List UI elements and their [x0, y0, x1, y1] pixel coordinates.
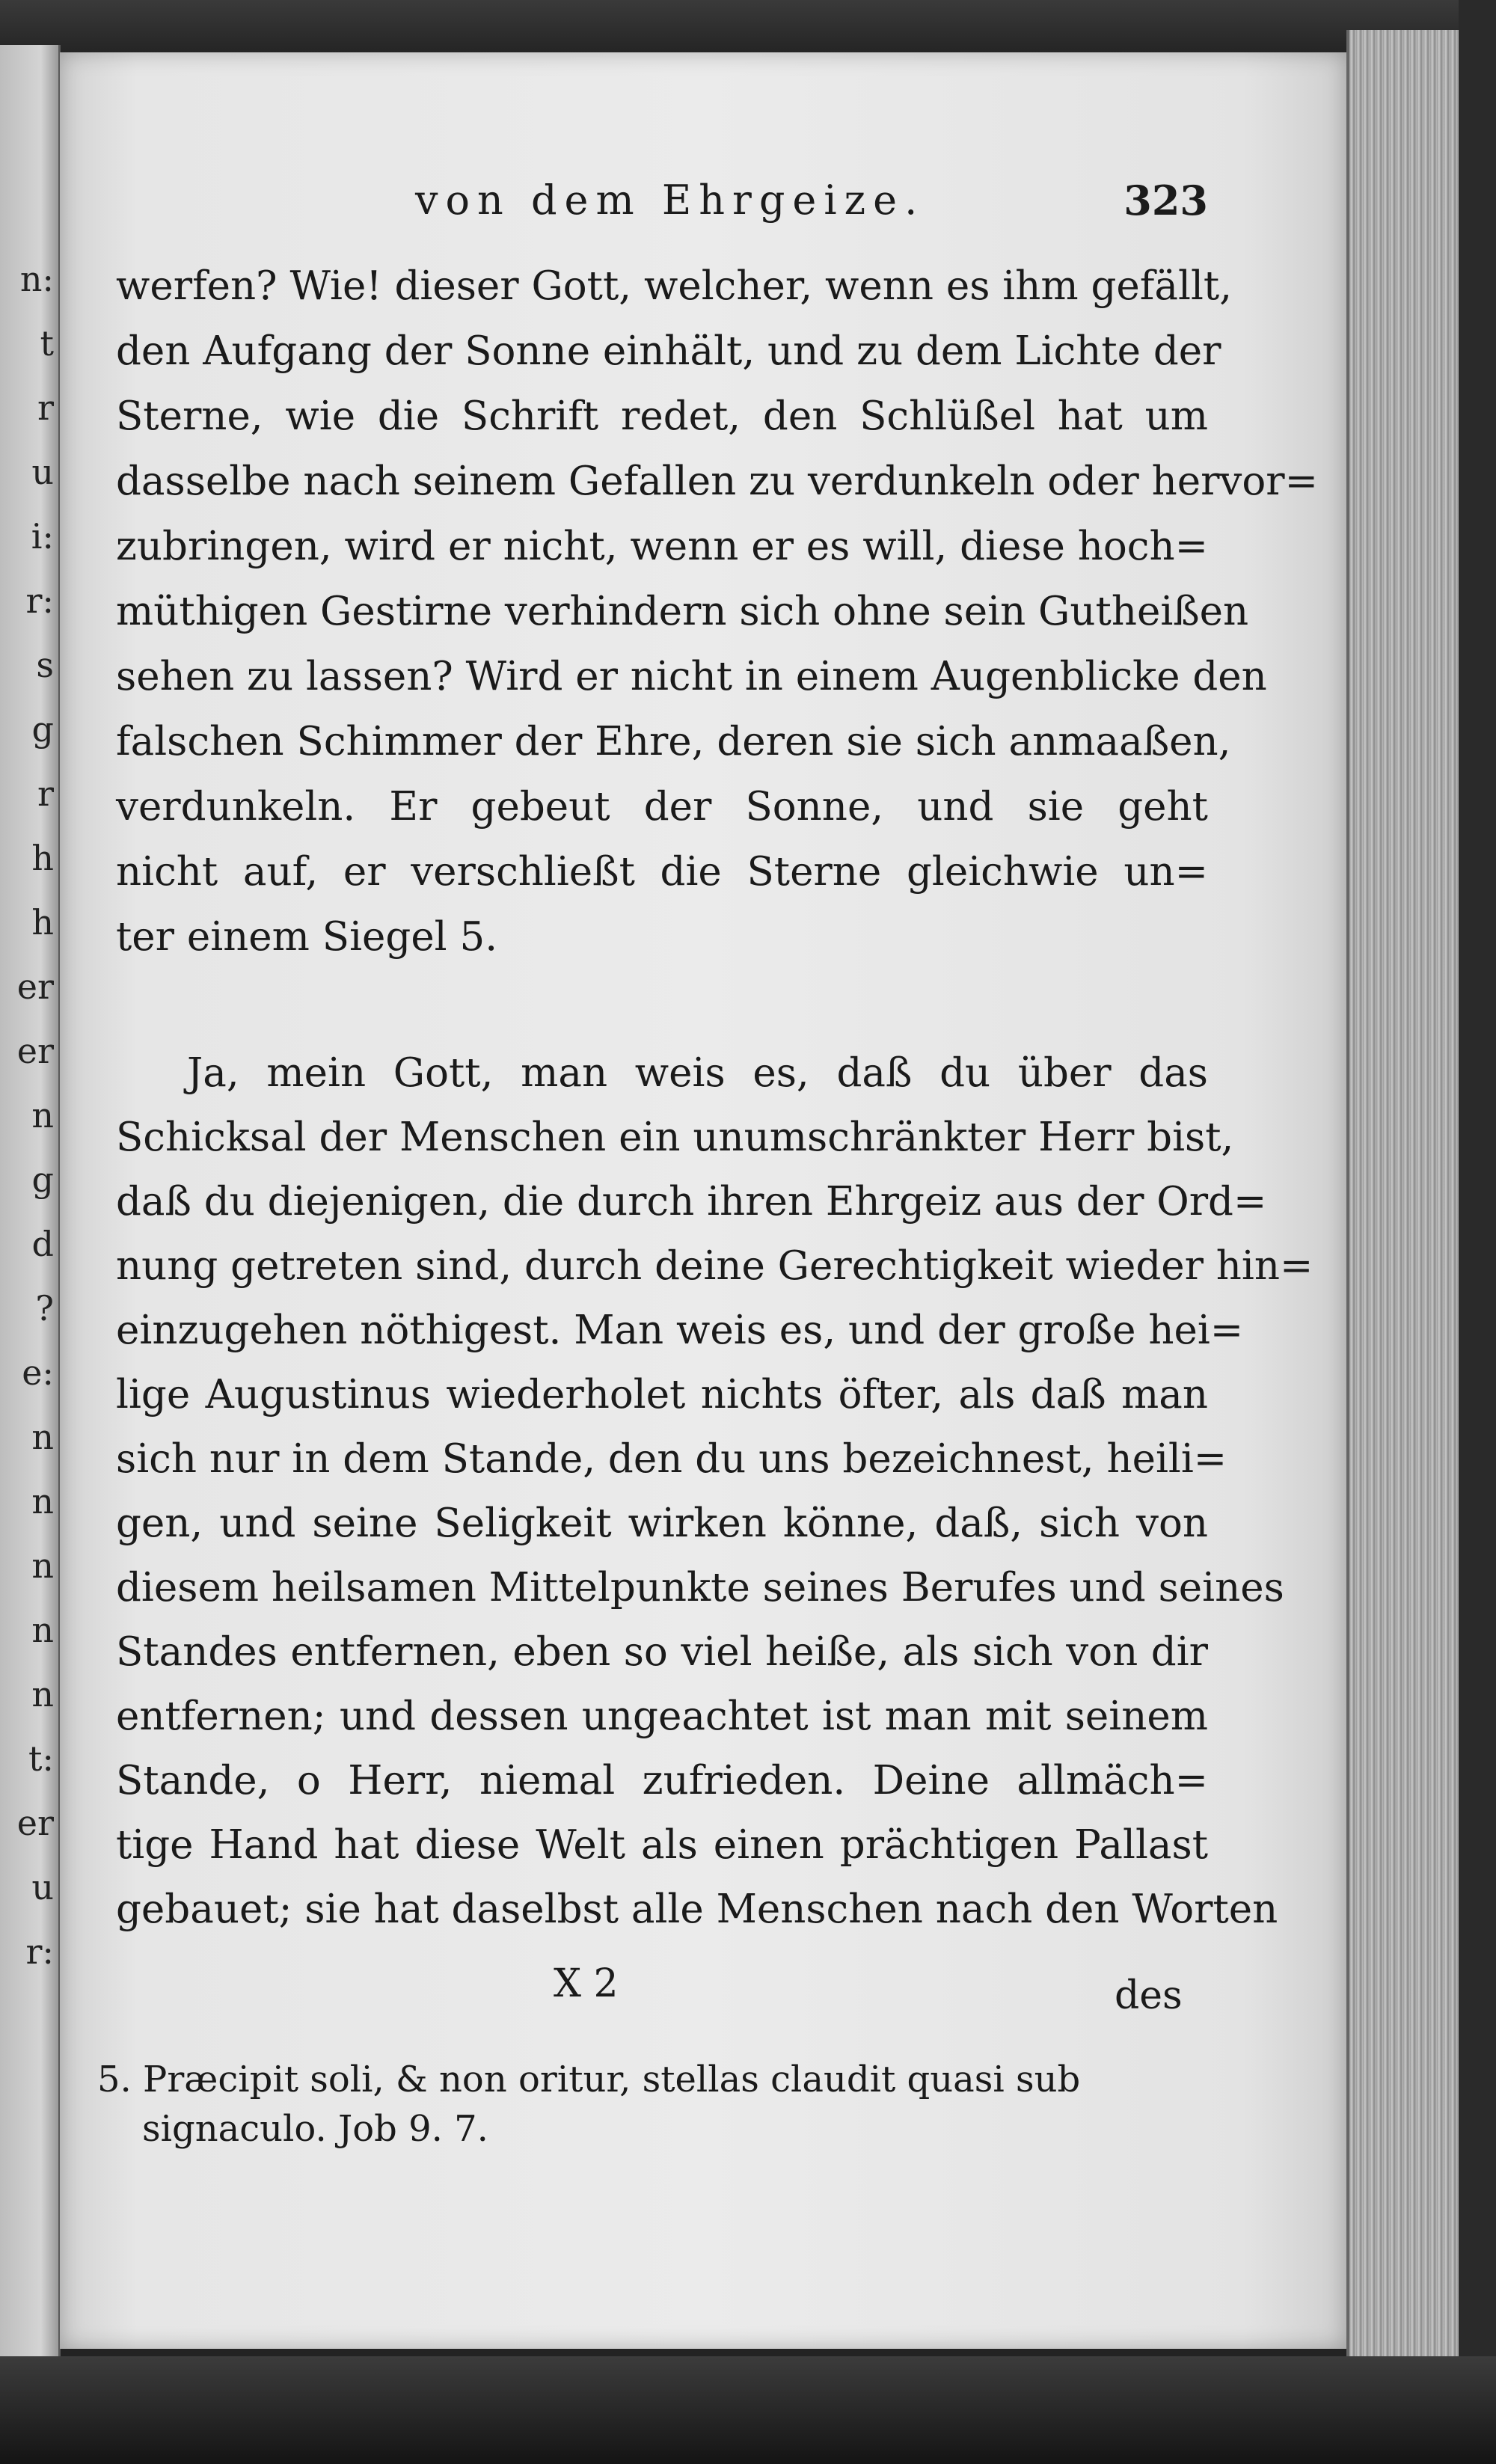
- previous-page-fragment: r:: [25, 1931, 54, 1972]
- book-cover-edge: [1459, 0, 1496, 2464]
- paragraph-line: gebauet; sie hat daselbst alle Menschen nach den Worten: [116, 1887, 1278, 1932]
- previous-page-fragment: t:: [28, 1738, 54, 1779]
- paragraph-line: Schicksal der Menschen ein unumschränkter Herr bist,: [116, 1115, 1234, 1160]
- paragraph-line: tige Hand hat diese Welt als einen prächtigen Pallast: [116, 1822, 1208, 1868]
- body-line: dasselbe nach seinem Gefallen zu verdunkeln oder hervor=: [116, 459, 1319, 504]
- previous-page-fragment: n: [31, 1674, 54, 1714]
- previous-page-fragment: d: [31, 1224, 54, 1264]
- paragraph-line: Standes entfernen, eben so viel heiße, als sich von dir: [116, 1629, 1208, 1675]
- previous-page-fragment: t: [40, 323, 54, 364]
- body-line: nicht auf, er verschließt die Sterne gleichwie un=: [116, 849, 1208, 895]
- previous-page-fragment: r:: [25, 580, 54, 621]
- body-line: verdunkeln. Er gebeut der Sonne, und sie geht: [116, 784, 1208, 830]
- previous-page-fragment: er: [16, 966, 54, 1007]
- previous-page-edge: [0, 45, 61, 2356]
- body-line: werfen? Wie! dieser Gott, welcher, wenn es ihm gefällt,: [116, 263, 1233, 309]
- body-line: den Aufgang der Sonne einhält, und zu dem Lichte der: [116, 328, 1221, 374]
- body-line: Sterne, wie die Schrift redet, den Schlüßel hat um: [116, 393, 1208, 439]
- footnote-line-1: 5. Præcipit soli, & non oritur, stellas claudit quasi sub: [97, 2059, 1081, 2100]
- paragraph-line: daß du diejenigen, die durch ihren Ehrgeiz aus der Ord=: [116, 1179, 1267, 1225]
- paragraph-line: nung getreten sind, durch deine Gerechtigkeit wieder hin=: [116, 1243, 1313, 1289]
- paragraph-line: sich nur in dem Stande, den du uns bezeichnest, heili=: [116, 1436, 1227, 1482]
- previous-page-fragment: n: [31, 1610, 54, 1650]
- paragraph-line: lige Augustinus wiederholet nichts öfter, als daß man: [116, 1372, 1208, 1418]
- previous-page-fragment: h: [31, 902, 54, 943]
- body-line: ter einem Siegel 5.: [116, 914, 498, 960]
- paragraph-line: Ja, mein Gott, man weis es, daß du über das: [187, 1050, 1208, 1096]
- paragraph-line: einzugehen nöthigest. Man weis es, und der große hei=: [116, 1308, 1244, 1353]
- body-line: falschen Schimmer der Ehre, deren sie sich anmaaßen,: [116, 719, 1231, 764]
- page-number: 323: [1123, 177, 1208, 224]
- running-head: [116, 177, 1208, 236]
- previous-page-fragment: ?: [35, 1288, 54, 1328]
- previous-page-fragment: h: [31, 838, 54, 878]
- body-line: müthigen Gestirne verhindern sich ohne sein Gutheißen: [116, 589, 1249, 634]
- catchword: des: [1115, 1973, 1183, 2018]
- previous-page-fragment: g: [31, 1159, 54, 1200]
- previous-page-fragment: n: [31, 1095, 54, 1136]
- previous-page-fragment: er: [16, 1803, 54, 1843]
- page-stack-edge: [1346, 30, 1462, 2401]
- body-line: zubringen, wird er nicht, wenn er es will, diese hoch=: [116, 524, 1209, 569]
- previous-page-fragment: e:: [22, 1352, 54, 1393]
- paragraph-line: Stande, o Herr, niemal zufrieden. Deine allmäch=: [116, 1758, 1208, 1803]
- previous-page-fragment: n: [31, 1417, 54, 1457]
- previous-page-fragment: n:: [19, 259, 54, 299]
- previous-page-fragment: n: [31, 1481, 54, 1521]
- paragraph-line: diesem heilsamen Mittelpunkte seines Berufes und seines: [116, 1565, 1284, 1611]
- previous-page-fragment: n: [31, 1545, 54, 1586]
- previous-page-fragment: r: [37, 387, 54, 428]
- previous-page-fragment: g: [31, 709, 54, 750]
- running-title: von dem Ehrgeize.: [415, 177, 925, 224]
- signature-mark: X 2: [554, 1961, 619, 2006]
- previous-page-fragment: er: [16, 1031, 54, 1071]
- previous-page-fragment: r: [37, 773, 54, 814]
- paragraph-line: gen, und seine Seligkeit wirken könne, daß, sich von: [116, 1501, 1208, 1546]
- bottom-shadow: [0, 2356, 1496, 2464]
- body-line: sehen zu lassen? Wird er nicht in einem Augenblicke den: [116, 654, 1267, 699]
- previous-page-fragment: s: [36, 645, 54, 685]
- footnote-line-2: signaculo. Job 9. 7.: [142, 2108, 488, 2150]
- previous-page-fragment: u: [31, 1867, 54, 1907]
- previous-page-fragment: u: [31, 452, 54, 492]
- paragraph-line: entfernen; und dessen ungeachtet ist man mit seinem: [116, 1694, 1208, 1739]
- previous-page-fragment: i:: [31, 516, 54, 557]
